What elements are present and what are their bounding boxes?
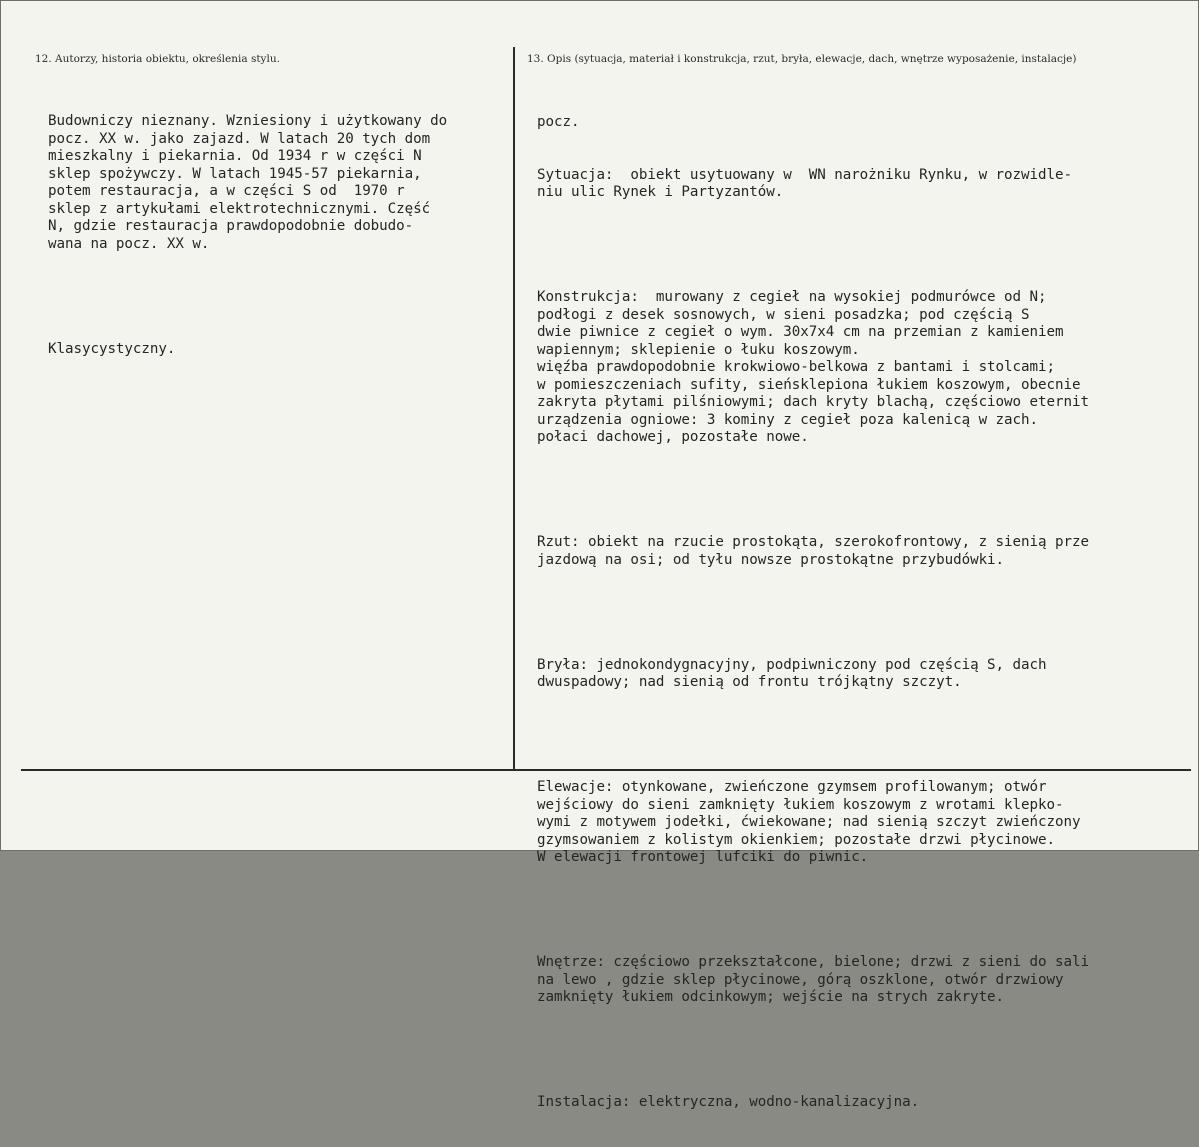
- interior-paragraph: Wnętrze: częściowo przekształcone, bielone; drzwi z sieni do sali na lewo , gdzie sklep płycinowe, górą oszklone, otwór drzwiowy zamknięty łukiem odcinkowym; wejście na strych zakryte.: [537, 954, 1089, 1005]
- field-12-label: 12. Autorzy, historia obiektu, określenia stylu.: [35, 53, 280, 65]
- mass-paragraph: Bryła: jednokondygnacyjny, podpiwniczony pod częścią S, dach dwuspadowy; nad sienią od frontu trójkątny szczyt.: [537, 656, 1047, 690]
- situation-paragraph: Sytuacja: obiekt usytuowany w WN narożniku Rynku, w rozwidle- niu ulic Rynek i Partyzantów.: [537, 166, 1072, 200]
- style-paragraph: Klasycystyczny.: [48, 340, 176, 357]
- installation-paragraph: Instalacja: elektryczna, wodno-kanalizacyjna.: [537, 1094, 920, 1110]
- field-13-text: [537, 79, 1187, 1147]
- elevations-paragraph: Elewacje: otynkowane, zwieńczone gzymsem profilowanym; otwór wejściowy do sieni zamknięty łukiem koszowym z wrotami klepko- wymi z motywem jodełki, ćwiekowane; nad sienią szczyt zwieńczony gzymsowaniem z kolistym okienkiem; pozostałe drzwi płycinowe. W elewacji frontowej lufciki do piwnic.: [537, 779, 1081, 865]
- continuation-line: pocz.: [537, 114, 580, 130]
- construction-paragraph: Konstrukcja: murowany z cegieł na wysokiej podmurówce od N; podłogi z desek sosnowych, w sieni posadzka; pod częścią S dwie piwnice z cegieł o wym. 30x7x4 cm na przemian z kamieniem wapiennym; sklepienie o łuku koszowym. więźba prawdopodobnie krokwiowo-belkowa z bantami i stolcami; w pomieszczeniach sufity, sieńsklepiona łukiem koszowym, obecnie zakryta płytami pilśniowymi; dach kryty blachą, częściowo eternit urządzenia ogniowe: 3 kominy z cegieł poza kalenicą w zach. połaci dachowej, pozostałe nowe.: [537, 289, 1089, 445]
- history-paragraph: Budowniczy nieznany. Wzniesiony i użytkowany do pocz. XX w. jako zajazd. W latach 20 tych dom mieszkalny i piekarnia. Od 1934 r w części N sklep spożywczy. W latach 1945-57 piekarnia, potem restauracja, a w części S od 1970 r sklep z artykułami elektrotechnicznymi. Część N, gdzie restauracja prawdopodobnie dobudo- wana na pocz. XX w.: [48, 113, 448, 252]
- plan-paragraph: Rzut: obiekt na rzucie prostokąta, szerokofrontowy, z sienią prze jazdową na osi; od tyłu nowsze prostokątne przybudówki.: [537, 534, 1089, 568]
- field-13-label: 13. Opis (sytuacja, materiał i konstrukcja, rzut, bryła, elewacje, dach, wnętrze wyposażenie, instalacje): [527, 53, 1077, 65]
- field-12-text: [48, 78, 528, 393]
